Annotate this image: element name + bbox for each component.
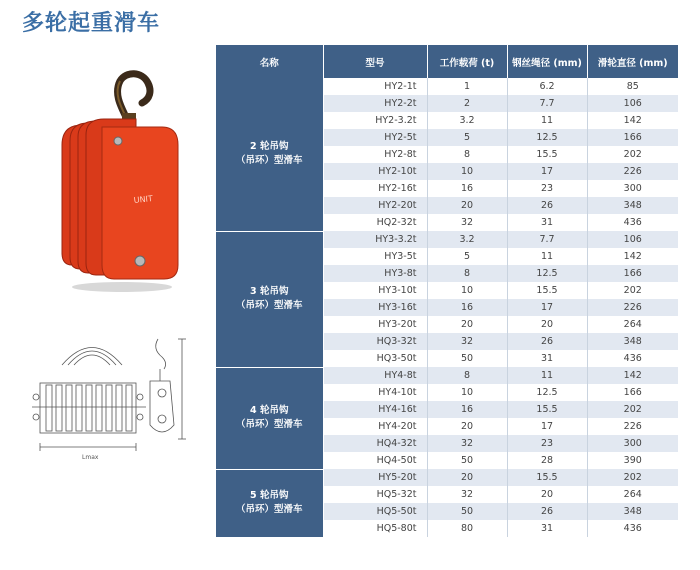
sheave-diameter-cell: 226 [587,163,678,180]
sheave-diameter-cell: 106 [587,95,678,112]
rope-diameter-cell: 20 [507,316,587,333]
working-load-cell: 32 [427,435,507,452]
header-working-load: 工作载荷 (t) [427,45,507,78]
model-cell: HY2-2t [323,95,427,112]
working-load-cell: 20 [427,316,507,333]
group-name-line1: 4 轮吊钩 [250,405,289,416]
specification-table [216,45,678,538]
working-load-cell: 8 [427,367,507,384]
model-cell: HQ4-50t [323,452,427,469]
working-load-cell: 20 [427,197,507,214]
rope-diameter-cell: 26 [507,197,587,214]
sheave-diameter-cell: 264 [623,319,642,330]
model-cell: HQ5-32t [323,486,427,503]
product-illustrations [22,45,202,545]
sheave-diameter-cell: 142 [587,367,678,384]
group-name-line1: 2 轮吊钩 [250,141,289,153]
rope-diameter-cell: 7.7 [507,95,587,112]
sheave-diameter-cell: 106 [587,231,678,248]
working-load-cell: 10 [427,384,507,401]
group-name-line2: （吊环）型滑车 [235,155,303,167]
rope-diameter-cell: 17 [507,163,587,180]
sheave-diameter-cell: 142 [623,251,642,262]
sheave-diameter-cell: 348 [587,333,678,350]
rope-diameter-cell: 12.5 [507,384,587,401]
rope-diameter-cell: 26 [507,503,587,520]
working-load-cell: 32 [427,333,507,350]
model-cell: HQ4-32t [323,435,427,452]
sheave-diameter-cell: 436 [623,217,642,228]
model-cell: HQ5-50t [323,503,427,520]
rope-diameter-cell: 11 [507,112,587,129]
sheave-diameter-cell: 166 [587,129,678,146]
rope-diameter-cell: 17 [507,299,587,316]
group-name-line1: 5 轮吊钩 [250,490,289,501]
rope-diameter-cell: 6.2 [507,78,587,95]
rope-diameter-cell: 17 [507,418,587,435]
model-cell: HQ5-80t [323,520,427,537]
sheave-diameter-cell: 142 [623,115,642,126]
model-cell: HY2-8t [323,146,427,163]
working-load-cell: 50 [427,452,507,469]
sheave-diameter-cell: 226 [587,299,678,316]
model-cell: HY2-20t [323,197,427,214]
sheave-diameter-cell: 264 [623,489,642,500]
rope-diameter-cell: 23 [507,435,587,452]
working-load-cell: 1 [427,78,507,95]
rope-diameter-cell: 11 [507,367,587,384]
working-load-cell: 8 [427,265,507,282]
table-header-row [216,45,678,78]
working-load-cell: 16 [427,180,507,197]
header-model: 型号 [323,45,427,78]
page-title: 多轮起重滑车 [22,11,161,36]
model-cell: HY3-20t [323,316,427,333]
product-label: UNIT [133,194,154,205]
group-name-cell [216,367,323,469]
rope-diameter-cell: 12.5 [507,265,587,282]
model-cell: HQ3-50t [323,350,427,367]
rope-diameter-cell: 15.5 [507,401,587,418]
table-row [216,78,678,95]
table-body [216,78,678,537]
rope-diameter-cell: 15.5 [507,469,587,486]
model-cell: HY3-10t [323,282,427,299]
group-name-line2: （吊环）型滑车 [235,419,303,430]
model-cell: HY3-16t [323,299,427,316]
table-row [216,231,678,248]
working-load-cell: 32 [427,214,507,231]
technical-drawing [22,335,202,475]
working-load-cell: 20 [427,418,507,435]
drawing-dimension-label: Lmax [82,454,99,461]
rope-diameter-cell: 20 [507,486,587,503]
rope-diameter-cell: 26 [507,333,587,350]
pulley-block-photo [22,65,202,295]
working-load-cell: 3.2 [427,231,507,248]
working-load-cell: 10 [427,282,507,299]
rope-diameter-cell: 7.7 [507,231,587,248]
working-load-cell: 16 [427,401,507,418]
rope-diameter-cell: 15.5 [507,146,587,163]
model-cell: HY4-8t [323,367,427,384]
model-cell: HY2-16t [323,180,427,197]
header-name: 名称 [216,45,323,78]
model-cell: HY4-16t [323,401,427,418]
sheave-diameter-cell: 202 [623,285,642,296]
sheave-diameter-cell: 436 [623,523,642,534]
sheave-diameter-cell: 300 [623,183,642,194]
sheave-diameter-cell: 390 [623,455,642,466]
sheave-diameter-cell: 202 [587,401,678,418]
working-load-cell: 50 [427,503,507,520]
rope-diameter-cell: 11 [507,248,587,265]
sheave-diameter-cell: 85 [626,81,639,92]
rope-diameter-cell: 15.5 [507,282,587,299]
model-cell: HY2-10t [323,163,427,180]
working-load-cell: 2 [427,95,507,112]
working-load-cell: 32 [427,486,507,503]
sheave-diameter-cell: 348 [587,503,678,520]
working-load-cell: 5 [427,248,507,265]
model-cell: HY2-1t [323,78,427,95]
rope-diameter-cell: 31 [507,214,587,231]
group-name-cell [216,469,323,537]
working-load-cell: 16 [427,299,507,316]
group-name-cell [216,78,323,231]
working-load-cell: 3.2 [427,112,507,129]
model-cell: HY3-3.2t [323,231,427,248]
model-cell: HY3-8t [323,265,427,282]
working-load-cell: 20 [427,469,507,486]
model-cell: HY4-20t [323,418,427,435]
rope-diameter-cell: 28 [507,452,587,469]
specification-table-container [216,45,678,538]
sheave-diameter-cell: 348 [587,197,678,214]
rope-diameter-cell: 23 [507,180,587,197]
header-sheave-diameter: 滑轮直径 (mm) [587,45,678,78]
model-cell: HY4-10t [323,384,427,401]
table-row [216,367,678,384]
sheave-diameter-cell: 300 [587,435,678,452]
model-cell: HY3-5t [323,248,427,265]
group-name-line1: 3 轮吊钩 [250,286,289,297]
group-name-line2: （吊环）型滑车 [235,300,303,311]
sheave-diameter-cell: 436 [623,353,642,364]
header-rope-diameter: 钢丝绳径 (mm) [507,45,587,78]
model-cell: HY2-5t [323,129,427,146]
model-cell: HY5-20t [323,469,427,486]
model-cell: HQ2-32t [323,214,427,231]
working-load-cell: 8 [427,146,507,163]
sheave-diameter-cell: 166 [587,265,678,282]
table-row [216,469,678,486]
working-load-cell: 10 [427,163,507,180]
group-name-line2: （吊环）型滑车 [235,504,303,515]
working-load-cell: 80 [427,520,507,537]
sheave-diameter-cell: 226 [623,421,642,432]
rope-diameter-cell: 12.5 [507,129,587,146]
working-load-cell: 5 [427,129,507,146]
sheave-diameter-cell: 166 [623,387,642,398]
rope-diameter-cell: 31 [507,350,587,367]
sheave-diameter-cell: 202 [587,469,678,486]
working-load-cell: 50 [427,350,507,367]
rope-diameter-cell: 31 [507,520,587,537]
model-cell: HY2-3.2t [323,112,427,129]
model-cell: HQ3-32t [323,333,427,350]
sheave-diameter-cell: 202 [623,149,642,160]
group-name-cell [216,231,323,367]
